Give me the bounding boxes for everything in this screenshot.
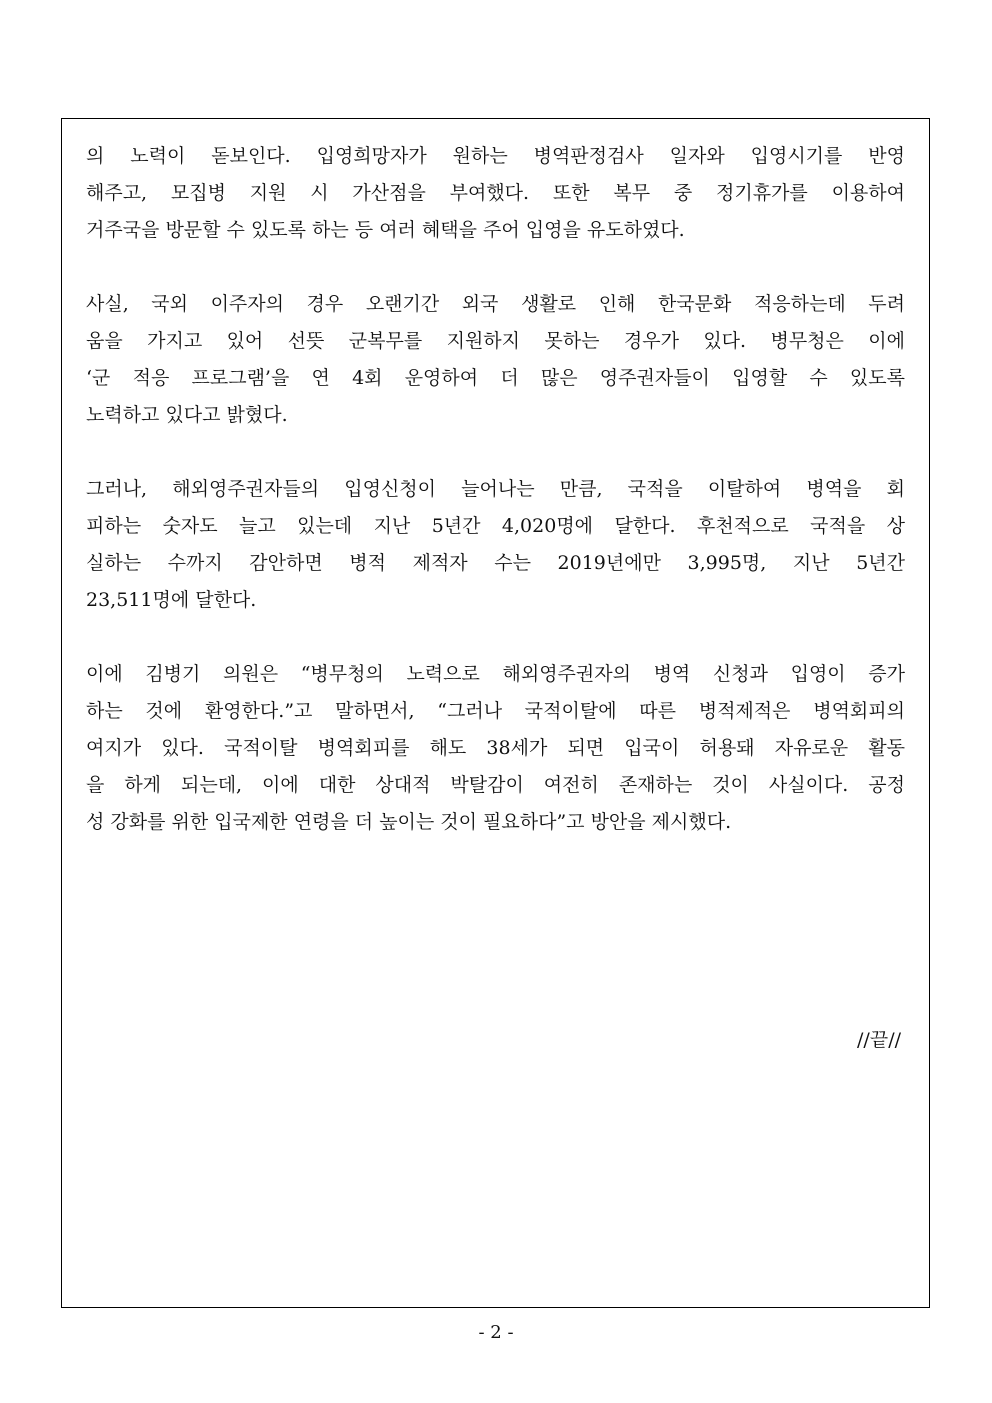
content-frame xyxy=(61,118,930,1308)
text-line: 실하는 수까지 감안하면 병적 제적자 수는 2019년에만 3,995명, 지난 5년간 xyxy=(86,552,905,574)
text-line: 사실, 국외 이주자의 경우 오랜기간 외국 생활로 인해 한국문화 적응하는데 두려 xyxy=(86,293,905,315)
text-line: 그러나, 해외영주권자들의 입영신청이 늘어나는 만큼, 국적을 이탈하여 병역을 회 xyxy=(86,478,905,500)
text-line: ‘군 적응 프로그램’을 연 4회 운영하여 더 많은 영주권자들이 입영할 수 있도록 xyxy=(86,367,905,389)
paragraph-4 xyxy=(86,656,905,841)
paragraph-2 xyxy=(86,286,905,434)
text-line: 여지가 있다. 국적이탈 병역회피를 해도 38세가 되면 입국이 허용돼 자유로운 활동 xyxy=(86,737,905,759)
text-line: 거주국을 방문할 수 있도록 하는 등 여러 혜택을 주어 입영을 유도하였다. xyxy=(86,219,685,241)
paragraph-1 xyxy=(86,138,905,249)
text-line: 의 노력이 돋보인다. 입영희망자가 원하는 병역판정검사 일자와 입영시기를 반영 xyxy=(86,145,905,167)
body-text xyxy=(86,138,905,878)
text-line: 해주고, 모집병 지원 시 가산점을 부여했다. 또한 복무 중 정기휴가를 이용하여 xyxy=(86,182,905,204)
text-line: 하는 것에 환영한다.”고 말하면서, “그러나 국적이탈에 따른 병적제적은 병역회피의 xyxy=(86,700,905,722)
text-line: 움을 가지고 있어 선뜻 군복무를 지원하지 못하는 경우가 있다. 병무청은 이에 xyxy=(86,330,905,352)
page-number: - 2 - xyxy=(478,1322,514,1343)
text-line: 노력하고 있다고 밝혔다. xyxy=(86,404,288,426)
text-line: 이에 김병기 의원은 “병무청의 노력으로 해외영주권자의 병역 신청과 입영이 증가 xyxy=(86,663,905,685)
text-line: 성 강화를 위한 입국제한 연령을 더 높이는 것이 필요하다”고 방안을 제시했다. xyxy=(86,811,732,833)
end-mark: //끝// xyxy=(857,1029,901,1051)
paragraph-3 xyxy=(86,471,905,619)
text-line: 23,511명에 달한다. xyxy=(86,589,257,611)
text-line: 피하는 숫자도 늘고 있는데 지난 5년간 4,020명에 달한다. 후천적으로 국적을 상 xyxy=(86,515,905,537)
text-line: 을 하게 되는데, 이에 대한 상대적 박탈감이 여전히 존재하는 것이 사실이다. 공정 xyxy=(86,774,905,796)
